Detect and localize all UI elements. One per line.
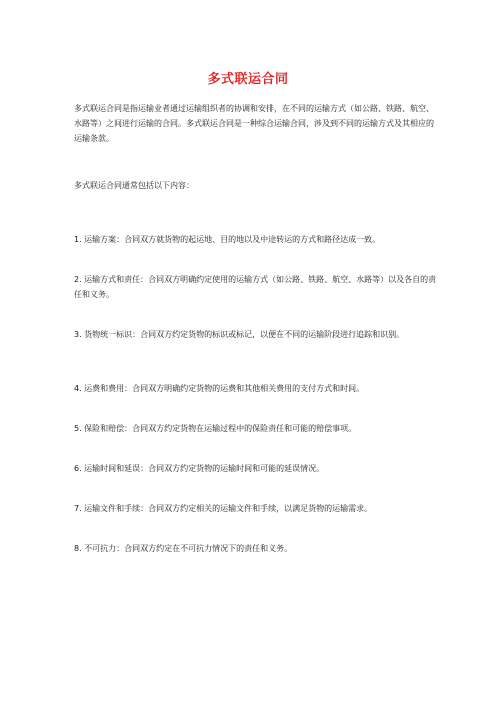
- list-item-3: 3. 货物统一标识：合同双方约定货物的标识或标记，以便在不同的运输阶段进行追踪和识别。: [74, 330, 405, 339]
- contents-lead: 多式联运合同通常包括以下内容：: [74, 181, 194, 190]
- list-item-6: 6. 运输时间和延误：合同双方约定货物的运输时间和可能的延误情况。: [74, 464, 325, 473]
- list-item-2: 2. 运输方式和责任：合同双方明确约定使用的运输方式（如公路、铁路、航空、水路等）以及各自的责任和义务。: [74, 275, 437, 299]
- list-item-4: 4. 运费和费用：合同双方明确约定货物的运费和其他相关费用的支付方式和时间。: [74, 384, 365, 393]
- intro-paragraph: 多式联运合同是指运输业者通过运输组织者的协调和安排，在不同的运输方式（如公路、铁路、航空、水路等）之间进行运输的合同。多式联运合同是一种综合运输合同，涉及到不同的运输方式及其相应的运输条款。: [74, 104, 434, 143]
- document-title: 多式联运合同: [207, 72, 289, 87]
- list-item-5: 5. 保险和赔偿：合同双方约定货物在运输过程中的保险责任和可能的赔偿事项。: [74, 424, 357, 433]
- list-item-1: 1. 运输方案：合同双方就货物的起运地、目的地以及中途转运的方式和路径达成一致。: [74, 235, 381, 244]
- list-item-8: 8. 不可抗力：合同双方约定在不可抗力情况下的责任和义务。: [74, 544, 293, 553]
- list-item-7: 7. 运输文件和手续：合同双方约定相关的运输文件和手续，以满足货物的运输需求。: [74, 504, 373, 513]
